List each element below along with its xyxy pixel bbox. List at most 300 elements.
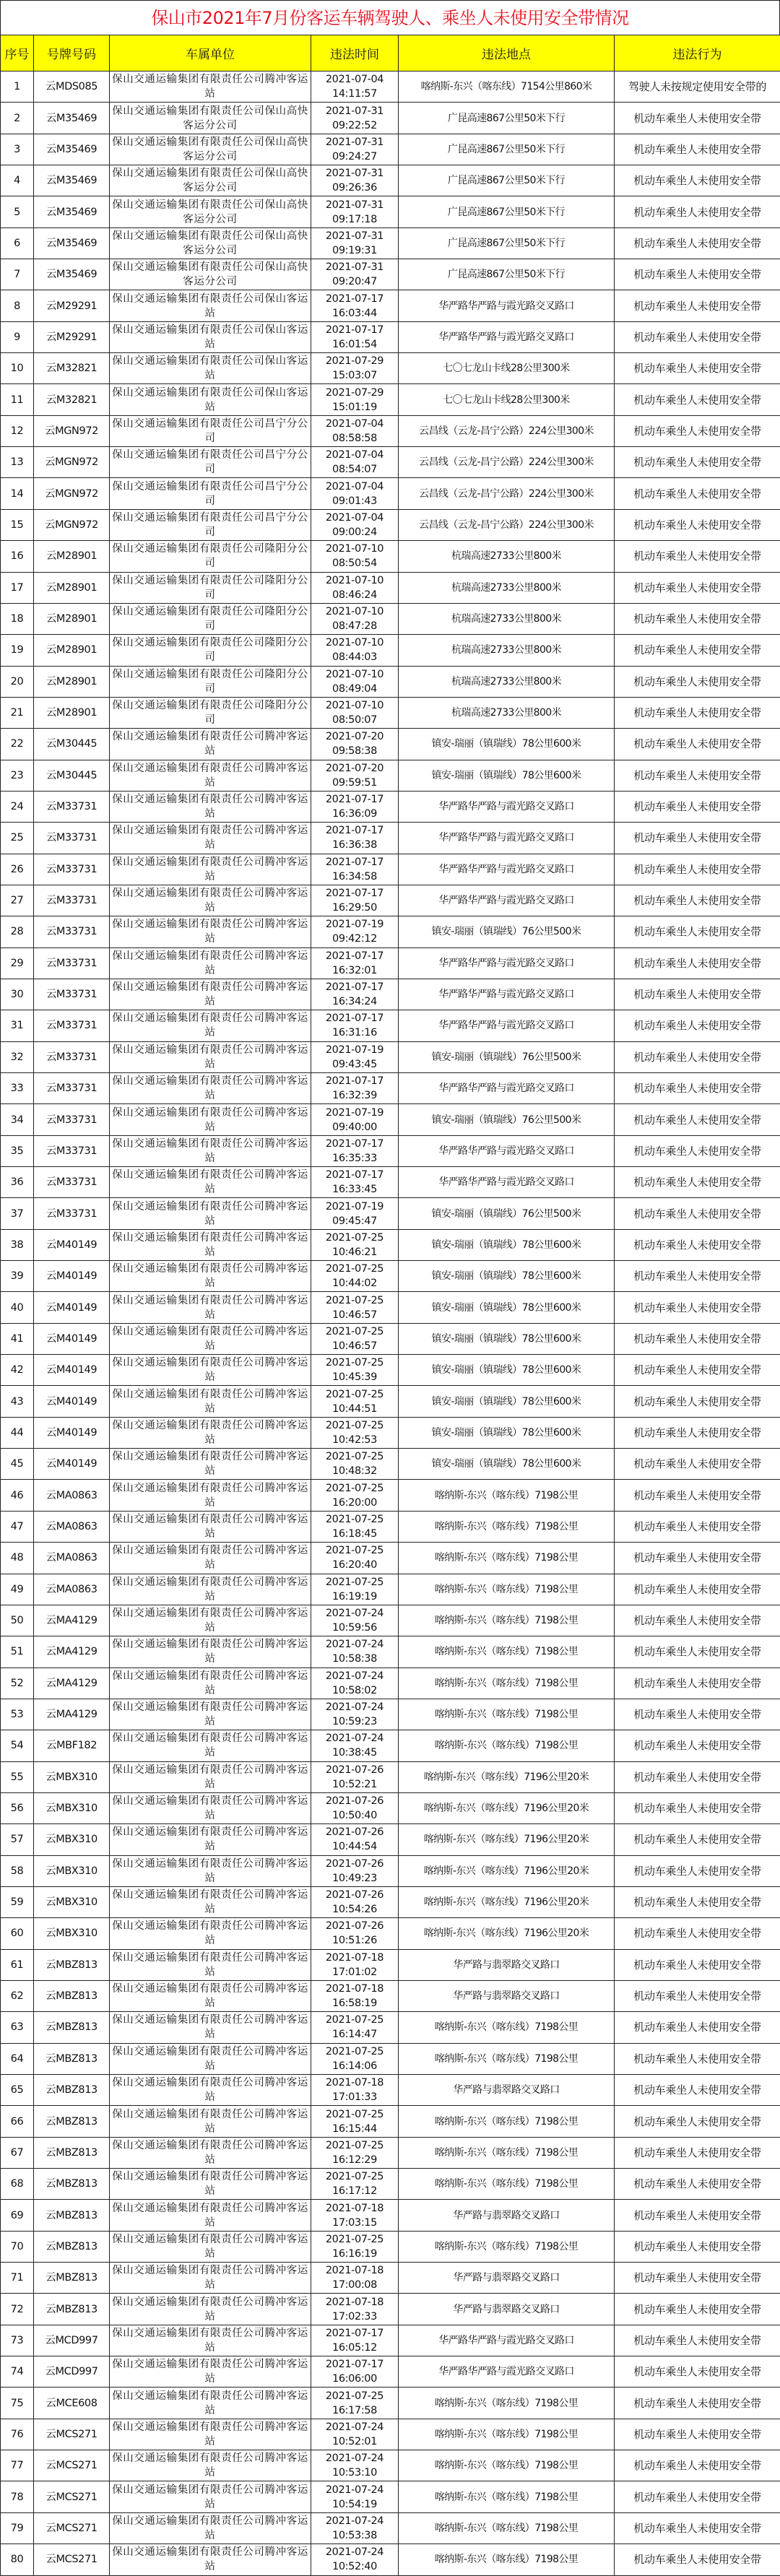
cell-index: 78	[1, 2481, 34, 2512]
cell-unit: 保山交通运输集团有限责任公司腾冲客运站	[110, 1699, 311, 1730]
cell-behavior: 机动车乘坐人未使用安全带	[615, 979, 780, 1010]
cell-unit: 保山交通运输集团有限责任公司保山高快客运分公司	[110, 165, 311, 196]
cell-behavior: 机动车乘坐人未使用安全带	[615, 2200, 780, 2231]
cell-plate: 云MBZ813	[34, 2106, 110, 2137]
cell-index: 29	[1, 947, 34, 979]
cell-unit: 保山交通运输集团有限责任公司腾冲客运站	[110, 2200, 311, 2231]
cell-time: 2021-07-04 08:58:58	[311, 415, 399, 446]
table-row	[1, 1480, 780, 1511]
cell-time: 2021-07-29 15:03:07	[311, 353, 399, 384]
cell-place: 华严路华严路与霞光路交叉路口	[399, 1010, 615, 1041]
table-row	[1, 1135, 780, 1166]
cell-unit: 保山交通运输集团有限责任公司腾冲客运站	[110, 1355, 311, 1386]
cell-place: 云昌线（云龙-昌宁公路）224公里300米	[399, 447, 615, 478]
cell-place: 华严路华严路与霞光路交叉路口	[399, 1167, 615, 1198]
cell-time: 2021-07-25 10:48:32	[311, 1449, 399, 1480]
cell-time: 2021-07-25 16:20:40	[311, 1543, 399, 1574]
cell-behavior: 机动车乘坐人未使用安全带	[615, 2544, 780, 2575]
table-row	[1, 2388, 780, 2419]
cell-index: 2	[1, 103, 34, 134]
cell-place: 喀纳斯-东兴（喀东线）7198公里	[399, 2137, 615, 2168]
cell-behavior: 机动车乘坐人未使用安全带	[615, 2137, 780, 2168]
cell-time: 2021-07-25 16:14:47	[311, 2012, 399, 2043]
cell-place: 喀纳斯-东兴（喀东线）7196公里20米	[399, 1761, 615, 1792]
cell-plate: 云M29291	[34, 290, 110, 321]
cell-unit: 保山交通运输集团有限责任公司腾冲客运站	[110, 1761, 311, 1792]
cell-behavior: 机动车乘坐人未使用安全带	[615, 509, 780, 540]
cell-index: 23	[1, 760, 34, 791]
cell-behavior: 机动车乘坐人未使用安全带	[615, 916, 780, 947]
cell-place: 华严路华严路与霞光路交叉路口	[399, 947, 615, 979]
cell-plate: 云MA4129	[34, 1699, 110, 1730]
cell-index: 12	[1, 415, 34, 446]
cell-plate: 云MBZ813	[34, 2263, 110, 2294]
cell-index: 53	[1, 1699, 34, 1730]
cell-time: 2021-07-24 10:58:38	[311, 1636, 399, 1668]
cell-time: 2021-07-31 09:24:27	[311, 134, 399, 165]
cell-index: 22	[1, 729, 34, 760]
cell-behavior: 机动车乘坐人未使用安全带	[615, 1511, 780, 1542]
cell-unit: 保山交通运输集团有限责任公司腾冲客运站	[110, 947, 311, 979]
cell-plate: 云M28901	[34, 666, 110, 697]
table-row	[1, 1949, 780, 1980]
table-row	[1, 1855, 780, 1886]
table-row	[1, 791, 780, 822]
cell-place: 镇安-瑞丽（镇瑞线）78公里600米	[399, 1449, 615, 1480]
cell-time: 2021-07-10 08:50:54	[311, 541, 399, 572]
cell-time: 2021-07-18 17:01:33	[311, 2075, 399, 2106]
cell-index: 68	[1, 2169, 34, 2200]
cell-time: 2021-07-24 10:59:56	[311, 1605, 399, 1636]
cell-time: 2021-07-04 14:11:57	[311, 71, 399, 103]
cell-unit: 保山交通运输集团有限责任公司昌宁分公司	[110, 415, 311, 446]
cell-plate: 云MCD997	[34, 2325, 110, 2356]
cell-place: 喀纳斯-东兴（喀东线）7198公里	[399, 2012, 615, 2043]
cell-behavior: 机动车乘坐人未使用安全带	[615, 1792, 780, 1823]
cell-behavior: 机动车乘坐人未使用安全带	[615, 947, 780, 979]
cell-behavior: 机动车乘坐人未使用安全带	[615, 2231, 780, 2262]
cell-behavior: 机动车乘坐人未使用安全带	[615, 1135, 780, 1166]
table-row	[1, 290, 780, 321]
cell-behavior: 机动车乘坐人未使用安全带	[615, 1449, 780, 1480]
cell-time: 2021-07-25 16:19:19	[311, 1574, 399, 1605]
cell-index: 58	[1, 1855, 34, 1886]
cell-unit: 保山交通运输集团有限责任公司腾冲客运站	[110, 1636, 311, 1668]
cell-plate: 云M33731	[34, 947, 110, 979]
cell-plate: 云MBF182	[34, 1730, 110, 1761]
cell-behavior: 机动车乘坐人未使用安全带	[615, 165, 780, 196]
cell-behavior: 机动车乘坐人未使用安全带	[615, 603, 780, 634]
cell-unit: 保山交通运输集团有限责任公司腾冲客运站	[110, 1949, 311, 1980]
cell-plate: 云M33731	[34, 885, 110, 916]
cell-place: 杭瑞高速2733公里800米	[399, 603, 615, 634]
cell-unit: 保山交通运输集团有限责任公司腾冲客运站	[110, 1449, 311, 1480]
cell-plate: 云MCS271	[34, 2481, 110, 2512]
cell-unit: 保山交通运输集团有限责任公司腾冲客运站	[110, 916, 311, 947]
table-row	[1, 165, 780, 196]
header-plate: 号牌号码	[34, 35, 110, 71]
cell-index: 45	[1, 1449, 34, 1480]
cell-time: 2021-07-25 16:20:00	[311, 1480, 399, 1511]
table-row	[1, 947, 780, 979]
cell-index: 25	[1, 823, 34, 854]
cell-behavior: 机动车乘坐人未使用安全带	[615, 2075, 780, 2106]
table-row	[1, 2169, 780, 2200]
cell-unit: 保山交通运输集团有限责任公司腾冲客运站	[110, 2137, 311, 2168]
table-row	[1, 259, 780, 290]
cell-index: 80	[1, 2544, 34, 2575]
cell-place: 镇安-瑞丽（镇瑞线）78公里600米	[399, 1386, 615, 1417]
cell-behavior: 机动车乘坐人未使用安全带	[615, 1730, 780, 1761]
cell-behavior: 机动车乘坐人未使用安全带	[615, 2012, 780, 2043]
cell-place: 广昆高速867公里50米下行	[399, 134, 615, 165]
cell-unit: 保山交通运输集团有限责任公司腾冲客运站	[110, 2419, 311, 2450]
cell-plate: 云MBZ813	[34, 2294, 110, 2325]
cell-place: 镇安-瑞丽（镇瑞线）78公里600米	[399, 1292, 615, 1323]
cell-plate: 云MA4129	[34, 1636, 110, 1668]
cell-place: 华严路华严路与霞光路交叉路口	[399, 2356, 615, 2388]
cell-unit: 保山交通运输集团有限责任公司隆阳分公司	[110, 697, 311, 728]
cell-index: 28	[1, 916, 34, 947]
cell-unit: 保山交通运输集团有限责任公司腾冲客运站	[110, 1730, 311, 1761]
cell-place: 喀纳斯-东兴（喀东线）7198公里	[399, 1699, 615, 1730]
cell-time: 2021-07-04 09:00:24	[311, 509, 399, 540]
cell-plate: 云M33731	[34, 1010, 110, 1041]
cell-time: 2021-07-25 10:46:21	[311, 1229, 399, 1260]
cell-index: 19	[1, 635, 34, 666]
cell-index: 55	[1, 1761, 34, 1792]
table-row	[1, 1792, 780, 1823]
cell-unit: 保山交通运输集团有限责任公司隆阳分公司	[110, 666, 311, 697]
cell-unit: 保山交通运输集团有限责任公司腾冲客运站	[110, 885, 311, 916]
cell-time: 2021-07-17 16:32:39	[311, 1073, 399, 1104]
table-row	[1, 2450, 780, 2481]
cell-index: 3	[1, 134, 34, 165]
table-row	[1, 2200, 780, 2231]
table-row	[1, 603, 780, 634]
table-row	[1, 2012, 780, 2043]
header-index: 序号	[1, 35, 34, 71]
cell-unit: 保山交通运输集团有限责任公司保山客运站	[110, 321, 311, 352]
cell-time: 2021-07-19 09:40:00	[311, 1104, 399, 1135]
cell-unit: 保山交通运输集团有限责任公司隆阳分公司	[110, 541, 311, 572]
table-row	[1, 1104, 780, 1135]
cell-behavior: 机动车乘坐人未使用安全带	[615, 103, 780, 134]
cell-place: 喀纳斯-东兴（喀东线）7198公里	[399, 2231, 615, 2262]
table-row	[1, 1574, 780, 1605]
cell-place: 杭瑞高速2733公里800米	[399, 572, 615, 603]
cell-unit: 保山交通运输集团有限责任公司腾冲客运站	[110, 2388, 311, 2419]
table-row	[1, 1167, 780, 1198]
cell-time: 2021-07-17 16:29:50	[311, 885, 399, 916]
cell-unit: 保山交通运输集团有限责任公司腾冲客运站	[110, 1198, 311, 1229]
table-row	[1, 1730, 780, 1761]
cell-behavior: 机动车乘坐人未使用安全带	[615, 1104, 780, 1135]
cell-place: 喀纳斯-东兴（喀东线）7196公里20米	[399, 1824, 615, 1855]
cell-place: 喀纳斯-东兴（喀东线）7198公里	[399, 1605, 615, 1636]
cell-time: 2021-07-26 10:44:54	[311, 1824, 399, 1855]
table-row	[1, 509, 780, 540]
table-row	[1, 478, 780, 509]
cell-place: 华严路华严路与霞光路交叉路口	[399, 791, 615, 822]
cell-unit: 保山交通运输集团有限责任公司腾冲客运站	[110, 1480, 311, 1511]
cell-plate: 云M33731	[34, 854, 110, 885]
cell-unit: 保山交通运输集团有限责任公司腾冲客运站	[110, 1104, 311, 1135]
cell-time: 2021-07-25 16:18:45	[311, 1511, 399, 1542]
cell-index: 69	[1, 2200, 34, 2231]
table-row	[1, 2512, 780, 2544]
cell-unit: 保山交通运输集团有限责任公司保山高快客运分公司	[110, 259, 311, 290]
cell-place: 华严路与翡翠路交叉路口	[399, 1980, 615, 2011]
cell-place: 华严路华严路与霞光路交叉路口	[399, 823, 615, 854]
cell-time: 2021-07-31 09:17:18	[311, 196, 399, 227]
cell-behavior: 机动车乘坐人未使用安全带	[615, 760, 780, 791]
cell-plate: 云M33731	[34, 1135, 110, 1166]
cell-behavior: 机动车乘坐人未使用安全带	[615, 478, 780, 509]
cell-unit: 保山交通运输集团有限责任公司腾冲客运站	[110, 1417, 311, 1448]
cell-time: 2021-07-24 10:38:45	[311, 1730, 399, 1761]
cell-unit: 保山交通运输集团有限责任公司保山客运站	[110, 290, 311, 321]
cell-index: 74	[1, 2356, 34, 2388]
cell-time: 2021-07-25 10:46:57	[311, 1292, 399, 1323]
cell-plate: 云M33731	[34, 979, 110, 1010]
cell-unit: 保山交通运输集团有限责任公司腾冲客运站	[110, 2450, 311, 2481]
cell-unit: 保山交通运输集团有限责任公司保山客运站	[110, 353, 311, 384]
cell-unit: 保山交通运输集团有限责任公司隆阳分公司	[110, 572, 311, 603]
cell-place: 喀纳斯-东兴（喀东线）7198公里	[399, 2043, 615, 2074]
cell-index: 50	[1, 1605, 34, 1636]
cell-place: 云昌线（云龙-昌宁公路）224公里300米	[399, 415, 615, 446]
cell-time: 2021-07-19 09:45:47	[311, 1198, 399, 1229]
cell-time: 2021-07-25 10:44:51	[311, 1386, 399, 1417]
cell-index: 64	[1, 2043, 34, 2074]
cell-time: 2021-07-25 10:45:39	[311, 1355, 399, 1386]
cell-time: 2021-07-17 16:03:44	[311, 290, 399, 321]
cell-behavior: 机动车乘坐人未使用安全带	[615, 1668, 780, 1699]
cell-behavior: 机动车乘坐人未使用安全带	[615, 1824, 780, 1855]
table-row	[1, 1073, 780, 1104]
cell-plate: 云M40149	[34, 1323, 110, 1354]
cell-plate: 云M35469	[34, 134, 110, 165]
cell-plate: 云M32821	[34, 353, 110, 384]
cell-behavior: 机动车乘坐人未使用安全带	[615, 1229, 780, 1260]
cell-index: 32	[1, 1041, 34, 1072]
cell-unit: 保山交通运输集团有限责任公司腾冲客运站	[110, 760, 311, 791]
table-row	[1, 1417, 780, 1448]
cell-time: 2021-07-18 17:01:02	[311, 1949, 399, 1980]
cell-plate: 云MBZ813	[34, 2012, 110, 2043]
cell-unit: 保山交通运输集团有限责任公司保山高快客运分公司	[110, 227, 311, 259]
cell-plate: 云MBZ813	[34, 1980, 110, 2011]
cell-behavior: 机动车乘坐人未使用安全带	[615, 2263, 780, 2294]
table-row	[1, 1761, 780, 1792]
header-unit: 车属单位	[110, 35, 311, 71]
cell-plate: 云MCS271	[34, 2450, 110, 2481]
cell-plate: 云M28901	[34, 603, 110, 634]
cell-behavior: 机动车乘坐人未使用安全带	[615, 791, 780, 822]
cell-place: 广昆高速867公里50米下行	[399, 165, 615, 196]
cell-unit: 保山交通运输集团有限责任公司保山高快客运分公司	[110, 134, 311, 165]
cell-plate: 云M28901	[34, 697, 110, 728]
header-place: 违法地点	[399, 35, 615, 71]
cell-behavior: 机动车乘坐人未使用安全带	[615, 259, 780, 290]
cell-index: 72	[1, 2294, 34, 2325]
cell-plate: 云MA4129	[34, 1605, 110, 1636]
cell-index: 24	[1, 791, 34, 822]
cell-behavior: 机动车乘坐人未使用安全带	[615, 2419, 780, 2450]
cell-place: 华严路与翡翠路交叉路口	[399, 2294, 615, 2325]
table-row	[1, 1605, 780, 1636]
cell-time: 2021-07-25 16:15:44	[311, 2106, 399, 2137]
cell-time: 2021-07-20 09:58:38	[311, 729, 399, 760]
cell-index: 17	[1, 572, 34, 603]
table-row	[1, 2137, 780, 2168]
cell-plate: 云MGN972	[34, 509, 110, 540]
cell-unit: 保山交通运输集团有限责任公司腾冲客运站	[110, 2263, 311, 2294]
cell-place: 华严路华严路与霞光路交叉路口	[399, 979, 615, 1010]
cell-index: 40	[1, 1292, 34, 1323]
header-time: 违法时间	[311, 35, 399, 71]
cell-behavior: 机动车乘坐人未使用安全带	[615, 1918, 780, 1949]
cell-place: 镇安-瑞丽（镇瑞线）76公里500米	[399, 1104, 615, 1135]
cell-place: 云昌线（云龙-昌宁公路）224公里300米	[399, 478, 615, 509]
cell-unit: 保山交通运输集团有限责任公司腾冲客运站	[110, 2106, 311, 2137]
table-row	[1, 2263, 780, 2294]
cell-time: 2021-07-26 10:51:26	[311, 1918, 399, 1949]
cell-plate: 云MBX310	[34, 1761, 110, 1792]
cell-plate: 云MGN972	[34, 447, 110, 478]
cell-index: 60	[1, 1918, 34, 1949]
cell-unit: 保山交通运输集团有限责任公司腾冲客运站	[110, 1886, 311, 1917]
cell-behavior: 机动车乘坐人未使用安全带	[615, 1073, 780, 1104]
cell-plate: 云M30445	[34, 760, 110, 791]
cell-plate: 云M33731	[34, 823, 110, 854]
cell-unit: 保山交通运输集团有限责任公司腾冲客运站	[110, 2012, 311, 2043]
cell-time: 2021-07-26 10:54:26	[311, 1886, 399, 1917]
cell-index: 8	[1, 290, 34, 321]
cell-index: 39	[1, 1261, 34, 1292]
cell-place: 华严路与翡翠路交叉路口	[399, 2075, 615, 2106]
cell-index: 47	[1, 1511, 34, 1542]
cell-behavior: 机动车乘坐人未使用安全带	[615, 1574, 780, 1605]
cell-plate: 云MA0863	[34, 1543, 110, 1574]
cell-plate: 云M33731	[34, 1167, 110, 1198]
table-row	[1, 885, 780, 916]
cell-place: 杭瑞高速2733公里800米	[399, 635, 615, 666]
cell-index: 1	[1, 71, 34, 103]
cell-unit: 保山交通运输集团有限责任公司保山客运站	[110, 384, 311, 415]
cell-behavior: 机动车乘坐人未使用安全带	[615, 321, 780, 352]
table-row	[1, 1198, 780, 1229]
cell-plate: 云MBZ813	[34, 2200, 110, 2231]
cell-behavior: 机动车乘坐人未使用安全带	[615, 1167, 780, 1198]
cell-place: 喀纳斯-东兴（喀东线）7198公里	[399, 1574, 615, 1605]
cell-plate: 云MA4129	[34, 1668, 110, 1699]
cell-time: 2021-07-10 08:44:03	[311, 635, 399, 666]
cell-behavior: 机动车乘坐人未使用安全带	[615, 1292, 780, 1323]
table-row	[1, 2356, 780, 2388]
cell-plate: 云MCS271	[34, 2419, 110, 2450]
cell-place: 镇安-瑞丽（镇瑞线）78公里600米	[399, 1261, 615, 1292]
page-title: 保山市2021年7月份客运车辆驾驶人、乘坐人未使用安全带情况	[0, 0, 780, 35]
cell-plate: 云MGN972	[34, 415, 110, 446]
table-row	[1, 103, 780, 134]
cell-time: 2021-07-31 09:22:52	[311, 103, 399, 134]
table-row	[1, 729, 780, 760]
cell-unit: 保山交通运输集团有限责任公司保山高快客运分公司	[110, 103, 311, 134]
cell-time: 2021-07-10 08:46:24	[311, 572, 399, 603]
cell-time: 2021-07-17 16:34:24	[311, 979, 399, 1010]
cell-plate: 云M40149	[34, 1449, 110, 1480]
cell-behavior: 机动车乘坐人未使用安全带	[615, 666, 780, 697]
cell-unit: 保山交通运输集团有限责任公司腾冲客运站	[110, 729, 311, 760]
cell-time: 2021-07-10 08:49:04	[311, 666, 399, 697]
table-row	[1, 1980, 780, 2011]
cell-unit: 保山交通运输集团有限责任公司腾冲客运站	[110, 1323, 311, 1354]
cell-unit: 保山交通运输集团有限责任公司腾冲客运站	[110, 71, 311, 103]
cell-plate: 云MCE608	[34, 2388, 110, 2419]
cell-unit: 保山交通运输集团有限责任公司腾冲客运站	[110, 1792, 311, 1823]
cell-place: 广昆高速867公里50米下行	[399, 227, 615, 259]
cell-place: 杭瑞高速2733公里800米	[399, 697, 615, 728]
cell-index: 77	[1, 2450, 34, 2481]
cell-plate: 云M35469	[34, 165, 110, 196]
cell-plate: 云MBX310	[34, 1824, 110, 1855]
cell-index: 21	[1, 697, 34, 728]
cell-index: 73	[1, 2325, 34, 2356]
table-row	[1, 760, 780, 791]
cell-index: 14	[1, 478, 34, 509]
cell-behavior: 机动车乘坐人未使用安全带	[615, 1010, 780, 1041]
cell-plate: 云MDS085	[34, 71, 110, 103]
cell-index: 49	[1, 1574, 34, 1605]
cell-place: 喀纳斯-东兴（喀东线）7198公里	[399, 1668, 615, 1699]
cell-time: 2021-07-18 17:02:33	[311, 2294, 399, 2325]
cell-behavior: 机动车乘坐人未使用安全带	[615, 1480, 780, 1511]
table-row	[1, 697, 780, 728]
cell-plate: 云MBZ813	[34, 1949, 110, 1980]
cell-index: 44	[1, 1417, 34, 1448]
cell-time: 2021-07-29 15:01:19	[311, 384, 399, 415]
cell-place: 广昆高速867公里50米下行	[399, 103, 615, 134]
cell-place: 杭瑞高速2733公里800米	[399, 666, 615, 697]
cell-unit: 保山交通运输集团有限责任公司腾冲客运站	[110, 1980, 311, 2011]
cell-index: 10	[1, 353, 34, 384]
cell-plate: 云MGN972	[34, 478, 110, 509]
cell-place: 华严路华严路与霞光路交叉路口	[399, 1135, 615, 1166]
cell-unit: 保山交通运输集团有限责任公司腾冲客运站	[110, 1292, 311, 1323]
table-row	[1, 415, 780, 446]
cell-unit: 保山交通运输集团有限责任公司腾冲客运站	[110, 1824, 311, 1855]
cell-plate: 云M33731	[34, 916, 110, 947]
cell-behavior: 机动车乘坐人未使用安全带	[615, 2356, 780, 2388]
cell-place: 镇安-瑞丽（镇瑞线）78公里600米	[399, 1229, 615, 1260]
cell-behavior: 机动车乘坐人未使用安全带	[615, 290, 780, 321]
cell-place: 华严路与翡翠路交叉路口	[399, 2200, 615, 2231]
table-row	[1, 1229, 780, 1260]
cell-index: 33	[1, 1073, 34, 1104]
cell-unit: 保山交通运输集团有限责任公司腾冲客运站	[110, 1073, 311, 1104]
cell-unit: 保山交通运输集团有限责任公司腾冲客运站	[110, 2481, 311, 2512]
cell-time: 2021-07-25 16:17:58	[311, 2388, 399, 2419]
cell-unit: 保山交通运输集团有限责任公司腾冲客运站	[110, 791, 311, 822]
cell-index: 79	[1, 2512, 34, 2544]
cell-unit: 保山交通运输集团有限责任公司腾冲客运站	[110, 2075, 311, 2106]
cell-index: 48	[1, 1543, 34, 1574]
cell-place: 喀纳斯-东兴（喀东线）7196公里20米	[399, 1792, 615, 1823]
cell-time: 2021-07-18 16:58:19	[311, 1980, 399, 2011]
cell-unit: 保山交通运输集团有限责任公司腾冲客运站	[110, 1543, 311, 1574]
